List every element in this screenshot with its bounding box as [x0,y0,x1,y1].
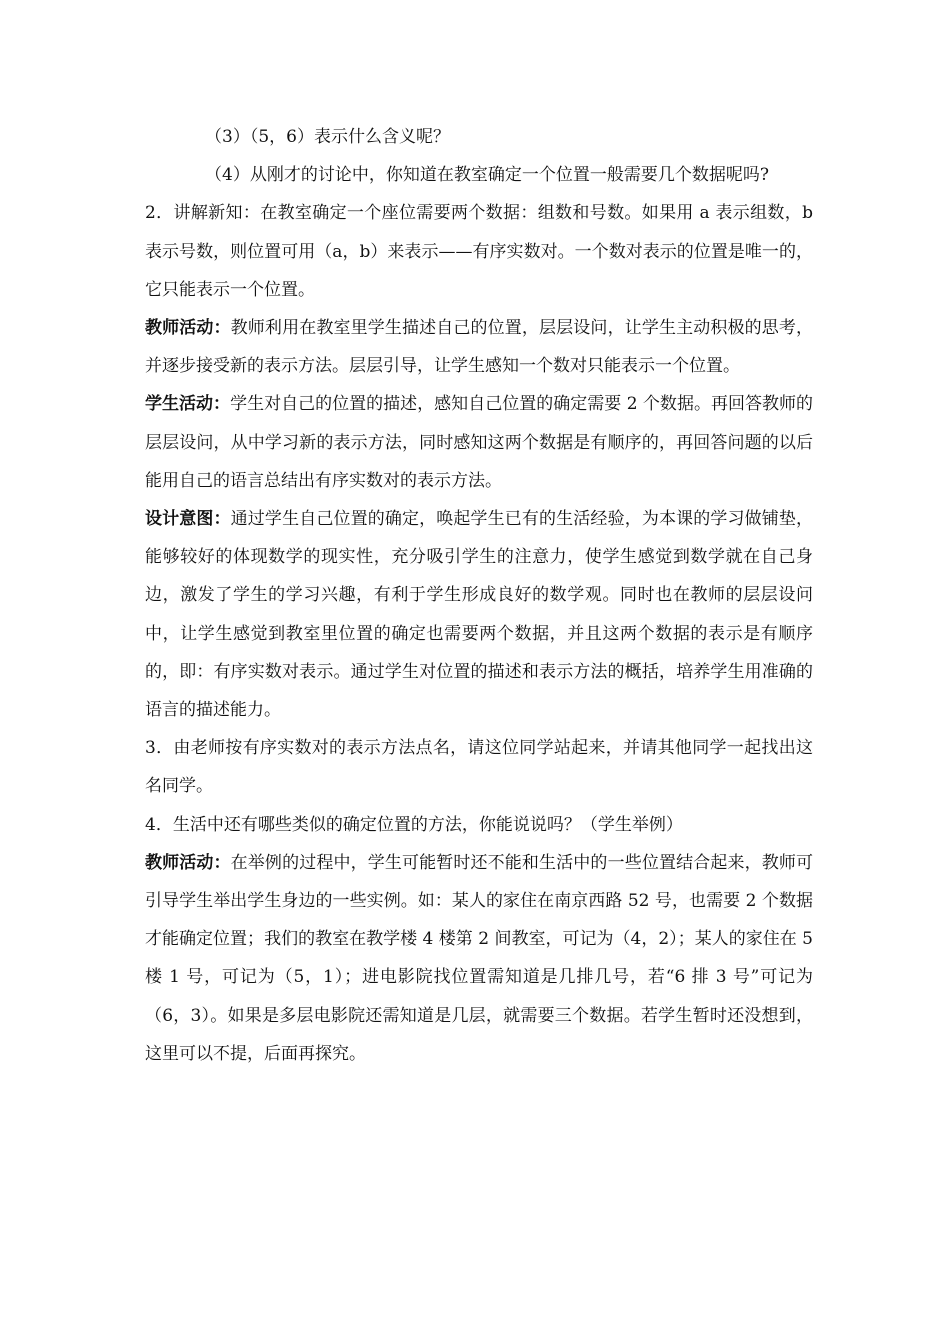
teacher-activity-2 [145,844,813,1073]
student-activity [145,385,813,500]
step-2-new-knowledge [145,194,813,309]
paragraph-label: 教师活动： [145,852,231,873]
step-4-life-examples [145,806,813,844]
teacher-activity-1 [145,309,813,385]
paragraph-text: （4）从刚才的讨论中，你知道在教室确定一个位置一般需要几个数据呢吗? [205,165,769,186]
paragraph-text: 通过学生自己位置的确定，唤起学生已有的生活经验，为本课的学习做铺垫，能够较好的体现数学的现实性，充分吸引学生的注意力，使学生感觉到数学就在自己身边，激发了学生的学习兴趣，有利于学生形成良好的数学观。同时也在教师的层层设问中，让学生感觉到教室里位置的确定也需要两个数据，并且这两个数据的表示是有顺序的，即：有序实数对表示。通过学生对位置的描述和表示方法的概括，培养学生用准确的语言的描述能力。 [145,509,814,721]
paragraph-text: 学生对自己的位置的描述，感知自己位置的确定需要 2 个数据。再回答教师的层层设问，从中学习新的表示方法，同时感知这两个数据是有顺序的，再回答问题的以后能用自己的语言总结出有序实数对的表示方法。 [145,394,814,491]
paragraph-text: 4．生活中还有哪些类似的确定位置的方法，你能说说吗？（学生举例） [145,814,683,835]
question-4 [145,156,813,194]
paragraph-text: 3．由老师按有序实数对的表示方法点名，请这位同学站起来，并请其他同学一起找出这名同学。 [145,738,813,797]
design-intent [145,500,813,729]
document-body [145,118,813,1073]
paragraph-text: 在举例的过程中，学生可能暂时还不能和生活中的一些位置结合起来，教师可引导学生举出学生身边的一些实例。如：某人的家住在南京西路 52 号，也需要 2 个数据才能确定位置；我们的教室在教学楼 4 楼第 2 间教室，可记为（4，2）；某人的家住在 5 楼 1 号，可记为（5，1）；进电影院找位置需知道是几排几号，若“6 排 3 号”可记为（6，3）。如果是多层电影院还需知道是几层，就需要三个数据。若学生暂时还没想到，这里可以不提，后面再探究。 [145,852,814,1064]
paragraph-label: 学生活动： [145,394,231,415]
paragraph-text: （3）（5，6）表示什么含义呢？ [205,127,450,147]
paragraph-label: 设计意图： [145,509,231,530]
paragraph-text: 教师利用在教室里学生描述自己的位置，层层设问，让学生主动积极的思考，并逐步接受新的表示方法。层层引导，让学生感知一个数对只能表示一个位置。 [145,318,814,377]
paragraph-label: 教师活动： [145,318,231,339]
paragraph-text: 2．讲解新知：在教室确定一个座位需要两个数据：组数和号数。如果用 a 表示组数，b 表示号数，则位置可用（a，b）来表示——有序实数对。一个数对表示的位置是唯一的，它只能表示一个位置。 [145,203,813,300]
question-3 [145,118,813,156]
step-3-roll-call [145,729,813,805]
